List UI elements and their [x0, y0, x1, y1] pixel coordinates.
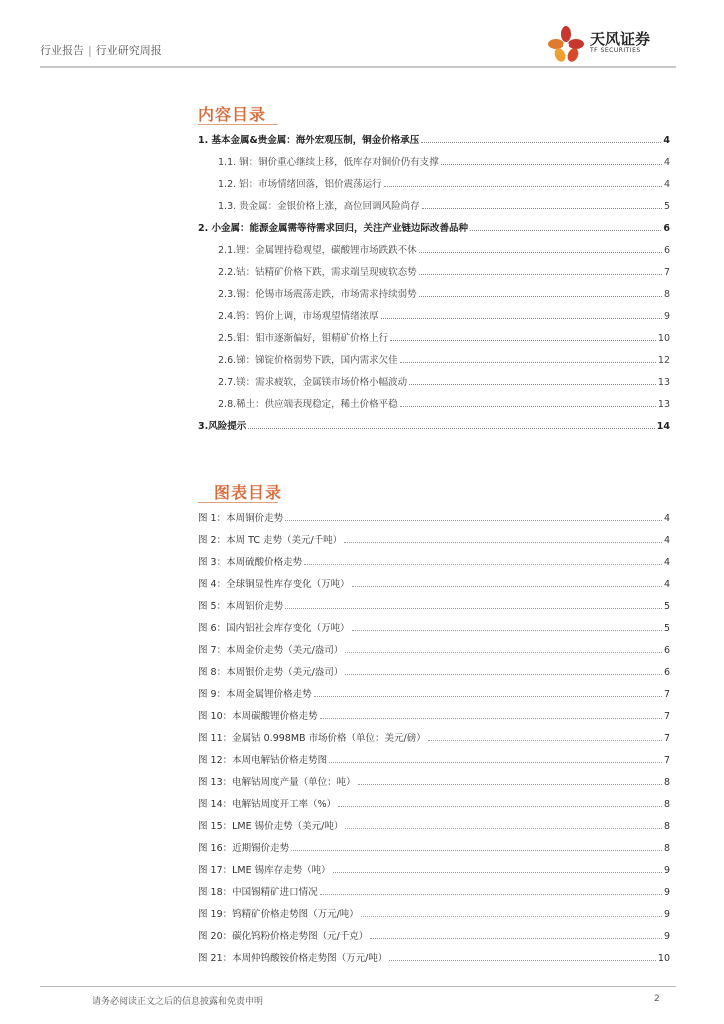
toc-entry-label: 3.风险提示	[198, 421, 247, 432]
toc-entry-label: 1.3. 贵金属：金银价格上涨，高位回调风险尚存	[218, 201, 420, 212]
toc-entry-page: 6	[663, 245, 670, 256]
figure-entry[interactable]	[198, 640, 670, 656]
toc-entry[interactable]	[198, 218, 670, 234]
doc-subtype: 行业研究周报	[95, 44, 162, 57]
figure-entry[interactable]	[198, 574, 670, 590]
toc-entry-label: 1.2. 铝：市场情绪回落，铝价震荡运行	[218, 179, 382, 190]
logo-chinese-name: 天风证券	[590, 30, 651, 48]
figure-list-title: 图表目录	[214, 483, 283, 502]
figure-entry[interactable]	[198, 926, 670, 942]
header-divider	[40, 66, 676, 68]
figure-leader-dots	[285, 608, 662, 609]
toc-entry-label: 2.5.钼：钼市逐渐偏好，钼精矿价格上行	[218, 333, 389, 344]
figure-entry-label: 图 4：全球铜显性库存变化（万吨）	[198, 579, 350, 590]
toc-entry-label: 2.8.稀土：供应端表现稳定，稀土价格平稳	[218, 399, 398, 410]
figure-entry-label: 图 2：本周 TC 走势（美元/千吨）	[198, 535, 343, 546]
figure-leader-dots	[352, 586, 662, 587]
figure-entry-page: 6	[663, 645, 670, 656]
figure-leader-dots	[389, 960, 656, 961]
toc-title-underline	[198, 124, 278, 125]
figure-entry[interactable]	[198, 948, 670, 964]
figure-leader-dots	[338, 806, 662, 807]
figure-entry-label: 图 7：本周金价走势（美元/盎司）	[198, 645, 344, 656]
toc-leader-dots	[419, 274, 662, 275]
figure-entry-label: 图 21：本周仲钨酸铵价格走势图（万元/吨）	[198, 953, 388, 964]
toc-entry-label: 2.4.钨：钨价上调，市场观望情绪浓厚	[218, 311, 379, 322]
toc-entry[interactable]	[198, 262, 670, 278]
figure-entry-label: 图 10：本周碳酸锂价格走势	[198, 711, 318, 722]
figure-entry-page: 7	[663, 733, 670, 744]
figure-entry-label: 图 11：金属钴 0.998MB 市场价格（单位：美元/磅）	[198, 733, 426, 744]
toc-entry[interactable]	[198, 306, 670, 322]
toc-entry[interactable]	[198, 240, 670, 256]
toc-leader-dots	[419, 296, 662, 297]
figure-leader-dots	[361, 916, 662, 917]
figure-leader-dots	[345, 828, 662, 829]
figure-entry-label: 图 6：国内铝社会库存变化（万吨）	[198, 623, 350, 634]
figure-leader-dots	[320, 894, 662, 895]
toc-leader-dots	[381, 318, 662, 319]
toc-entry-page: 13	[657, 399, 670, 410]
figure-leader-dots	[370, 938, 662, 939]
toc-entry[interactable]	[198, 152, 670, 168]
figure-entry-page: 5	[663, 623, 670, 634]
figure-leader-dots	[352, 630, 662, 631]
logo-english-name: TF SECURITIES	[590, 47, 641, 54]
figure-entry-label: 图 1：本周铜价走势	[198, 513, 284, 524]
figure-list-title-underline	[198, 502, 278, 503]
figure-entry-label: 图 14：电解钴周度开工率（%）	[198, 799, 337, 810]
toc-entry-page: 12	[657, 355, 670, 366]
figure-entry-page: 7	[663, 689, 670, 700]
page-header	[40, 30, 676, 66]
toc-entry-page: 13	[657, 377, 670, 388]
toc-entry[interactable]	[198, 394, 670, 410]
toc-entry[interactable]	[198, 174, 670, 190]
toc-leader-dots	[470, 230, 661, 231]
figure-entry[interactable]	[198, 508, 670, 524]
figure-entry-label: 图 18：中国锡精矿进口情况	[198, 887, 318, 898]
figure-leader-dots	[329, 762, 662, 763]
toc-entry[interactable]	[198, 196, 670, 212]
figure-entry[interactable]	[198, 728, 670, 744]
toc-entry-page: 9	[663, 311, 670, 322]
toc-entry-page: 4	[663, 179, 670, 190]
figure-entry[interactable]	[198, 596, 670, 612]
figure-entry[interactable]	[198, 750, 670, 766]
toc-leader-dots	[422, 208, 662, 209]
figure-entry-page: 4	[663, 535, 670, 546]
figure-entry-page: 7	[663, 711, 670, 722]
figure-entry[interactable]	[198, 860, 670, 876]
figure-entry-page: 9	[663, 931, 670, 942]
figure-entry[interactable]	[198, 662, 670, 678]
figure-entry-page: 9	[663, 887, 670, 898]
toc-entry-page: 8	[663, 289, 670, 300]
toc-entry[interactable]	[198, 328, 670, 344]
figure-entry[interactable]	[198, 772, 670, 788]
figure-leader-dots	[345, 652, 662, 653]
toc-leader-dots	[441, 164, 662, 165]
figure-entry-page: 4	[663, 557, 670, 568]
toc-leader-dots	[390, 340, 656, 341]
toc-entry-page: 14	[656, 421, 670, 432]
toc-leader-dots	[248, 428, 655, 429]
toc-entry[interactable]	[198, 372, 670, 388]
figure-entry-label: 图 12：本周电解钴价格走势图	[198, 755, 328, 766]
figure-entry-label: 图 13：电解钴周度产量（单位：吨）	[198, 777, 356, 788]
doc-type: 行业报告	[40, 44, 84, 57]
toc-entry-page: 6	[663, 223, 670, 234]
toc-entry-page: 10	[657, 333, 670, 344]
figure-entry[interactable]	[198, 882, 670, 898]
toc-leader-dots	[384, 186, 662, 187]
figure-entry-page: 6	[663, 667, 670, 678]
toc-leader-dots	[419, 252, 662, 253]
toc-entry-label: 2.7.镁：需求疲软，金属镁市场价格小幅波动	[218, 377, 408, 388]
figure-entry-label: 图 16：近期锡价走势	[198, 843, 290, 854]
figure-entry[interactable]	[198, 684, 670, 700]
toc-leader-dots	[400, 362, 656, 363]
figure-leader-dots	[320, 718, 662, 719]
figure-entry-page: 10	[657, 953, 670, 964]
figure-entry-page: 5	[663, 601, 670, 612]
toc-entry-label: 1.1. 铜：铜价重心继续上移，低库存对铜价仍有支撑	[218, 157, 439, 168]
figure-entry-page: 4	[663, 513, 670, 524]
toc-entry-page: 4	[663, 135, 670, 146]
header-separator: |	[88, 44, 92, 57]
toc-leader-dots	[400, 406, 656, 407]
page-number: 2	[654, 994, 660, 1004]
figure-entry[interactable]	[198, 838, 670, 854]
toc-entry-page: 7	[663, 267, 670, 278]
footer-disclaimer: 请务必阅读正文之后的信息披露和免责申明	[92, 997, 264, 1007]
figure-entry-label: 图 9：本周金属锂价格走势	[198, 689, 312, 700]
doc-category	[40, 42, 162, 58]
toc-entry[interactable]	[198, 284, 670, 300]
figure-leader-dots	[314, 696, 662, 697]
figure-entry-page: 9	[663, 865, 670, 876]
figure-entry-label: 图 20：碳化钨粉价格走势图（元/千克）	[198, 931, 369, 942]
footer-divider	[40, 986, 676, 987]
figure-entry[interactable]	[198, 816, 670, 832]
toc-entry-label: 1. 基本金属&贵金属：海外宏观压制，铜金价格承压	[198, 135, 420, 146]
figure-entry-label: 图 8：本周银价走势（美元/盎司）	[198, 667, 344, 678]
toc-entry-page: 5	[663, 201, 670, 212]
figure-entry-page: 8	[663, 777, 670, 788]
figure-entry-label: 图 17：LME 锡库存走势（吨）	[198, 865, 331, 876]
figure-entry-label: 图 3：本周硫酸价格走势	[198, 557, 303, 568]
figure-entry[interactable]	[198, 552, 670, 568]
figure-entry[interactable]	[198, 904, 670, 920]
toc-entry-label: 2.1.锂：金属锂持稳观望，碳酸锂市场跌跌不休	[218, 245, 417, 256]
toc-title: 内容目录	[198, 105, 267, 124]
figure-entry-label: 图 5：本周铝价走势	[198, 601, 284, 612]
figure-entry-page: 8	[663, 821, 670, 832]
figure-leader-dots	[358, 784, 662, 785]
figure-entry-page: 7	[663, 755, 670, 766]
figure-leader-dots	[345, 674, 662, 675]
toc-entry[interactable]	[198, 350, 670, 366]
figure-entry-page: 8	[663, 843, 670, 854]
toc-entry[interactable]	[198, 130, 670, 146]
figure-entry[interactable]	[198, 618, 670, 634]
figure-entry-label: 图 19：钨精矿价格走势图（万元/吨）	[198, 909, 359, 920]
figure-entry-page: 8	[663, 799, 670, 810]
figure-entry-page: 9	[663, 909, 670, 920]
toc-entry[interactable]	[198, 416, 670, 432]
figure-entry[interactable]	[198, 794, 670, 810]
figure-leader-dots	[333, 872, 662, 873]
logo-flower-icon	[546, 24, 586, 64]
figure-leader-dots	[291, 850, 662, 851]
toc-entry-label: 2.2.钴：钴精矿价格下跌，需求端呈现疲软态势	[218, 267, 417, 278]
figure-entry-label: 图 15：LME 锡价走势（美元/吨）	[198, 821, 344, 832]
toc-entry-label: 2.6.锑：锑锭价格弱势下跌，国内需求欠佳	[218, 355, 398, 366]
figure-leader-dots	[285, 520, 662, 521]
figure-leader-dots	[344, 542, 662, 543]
figure-leader-dots	[304, 564, 662, 565]
toc-entry-page: 4	[663, 157, 670, 168]
figure-entry-page: 4	[663, 579, 670, 590]
figure-entry[interactable]	[198, 706, 670, 722]
figure-leader-dots	[428, 740, 662, 741]
toc-leader-dots	[421, 142, 661, 143]
figure-entry[interactable]	[198, 530, 670, 546]
toc-entry-label: 2. 小金属：能源金属需等待需求回归，关注产业链边际改善品种	[198, 223, 469, 234]
toc-entry-label: 2.3.锡：伦锡市场震荡走跌，市场需求持续弱势	[218, 289, 417, 300]
toc-leader-dots	[409, 384, 656, 385]
company-logo	[546, 24, 676, 64]
